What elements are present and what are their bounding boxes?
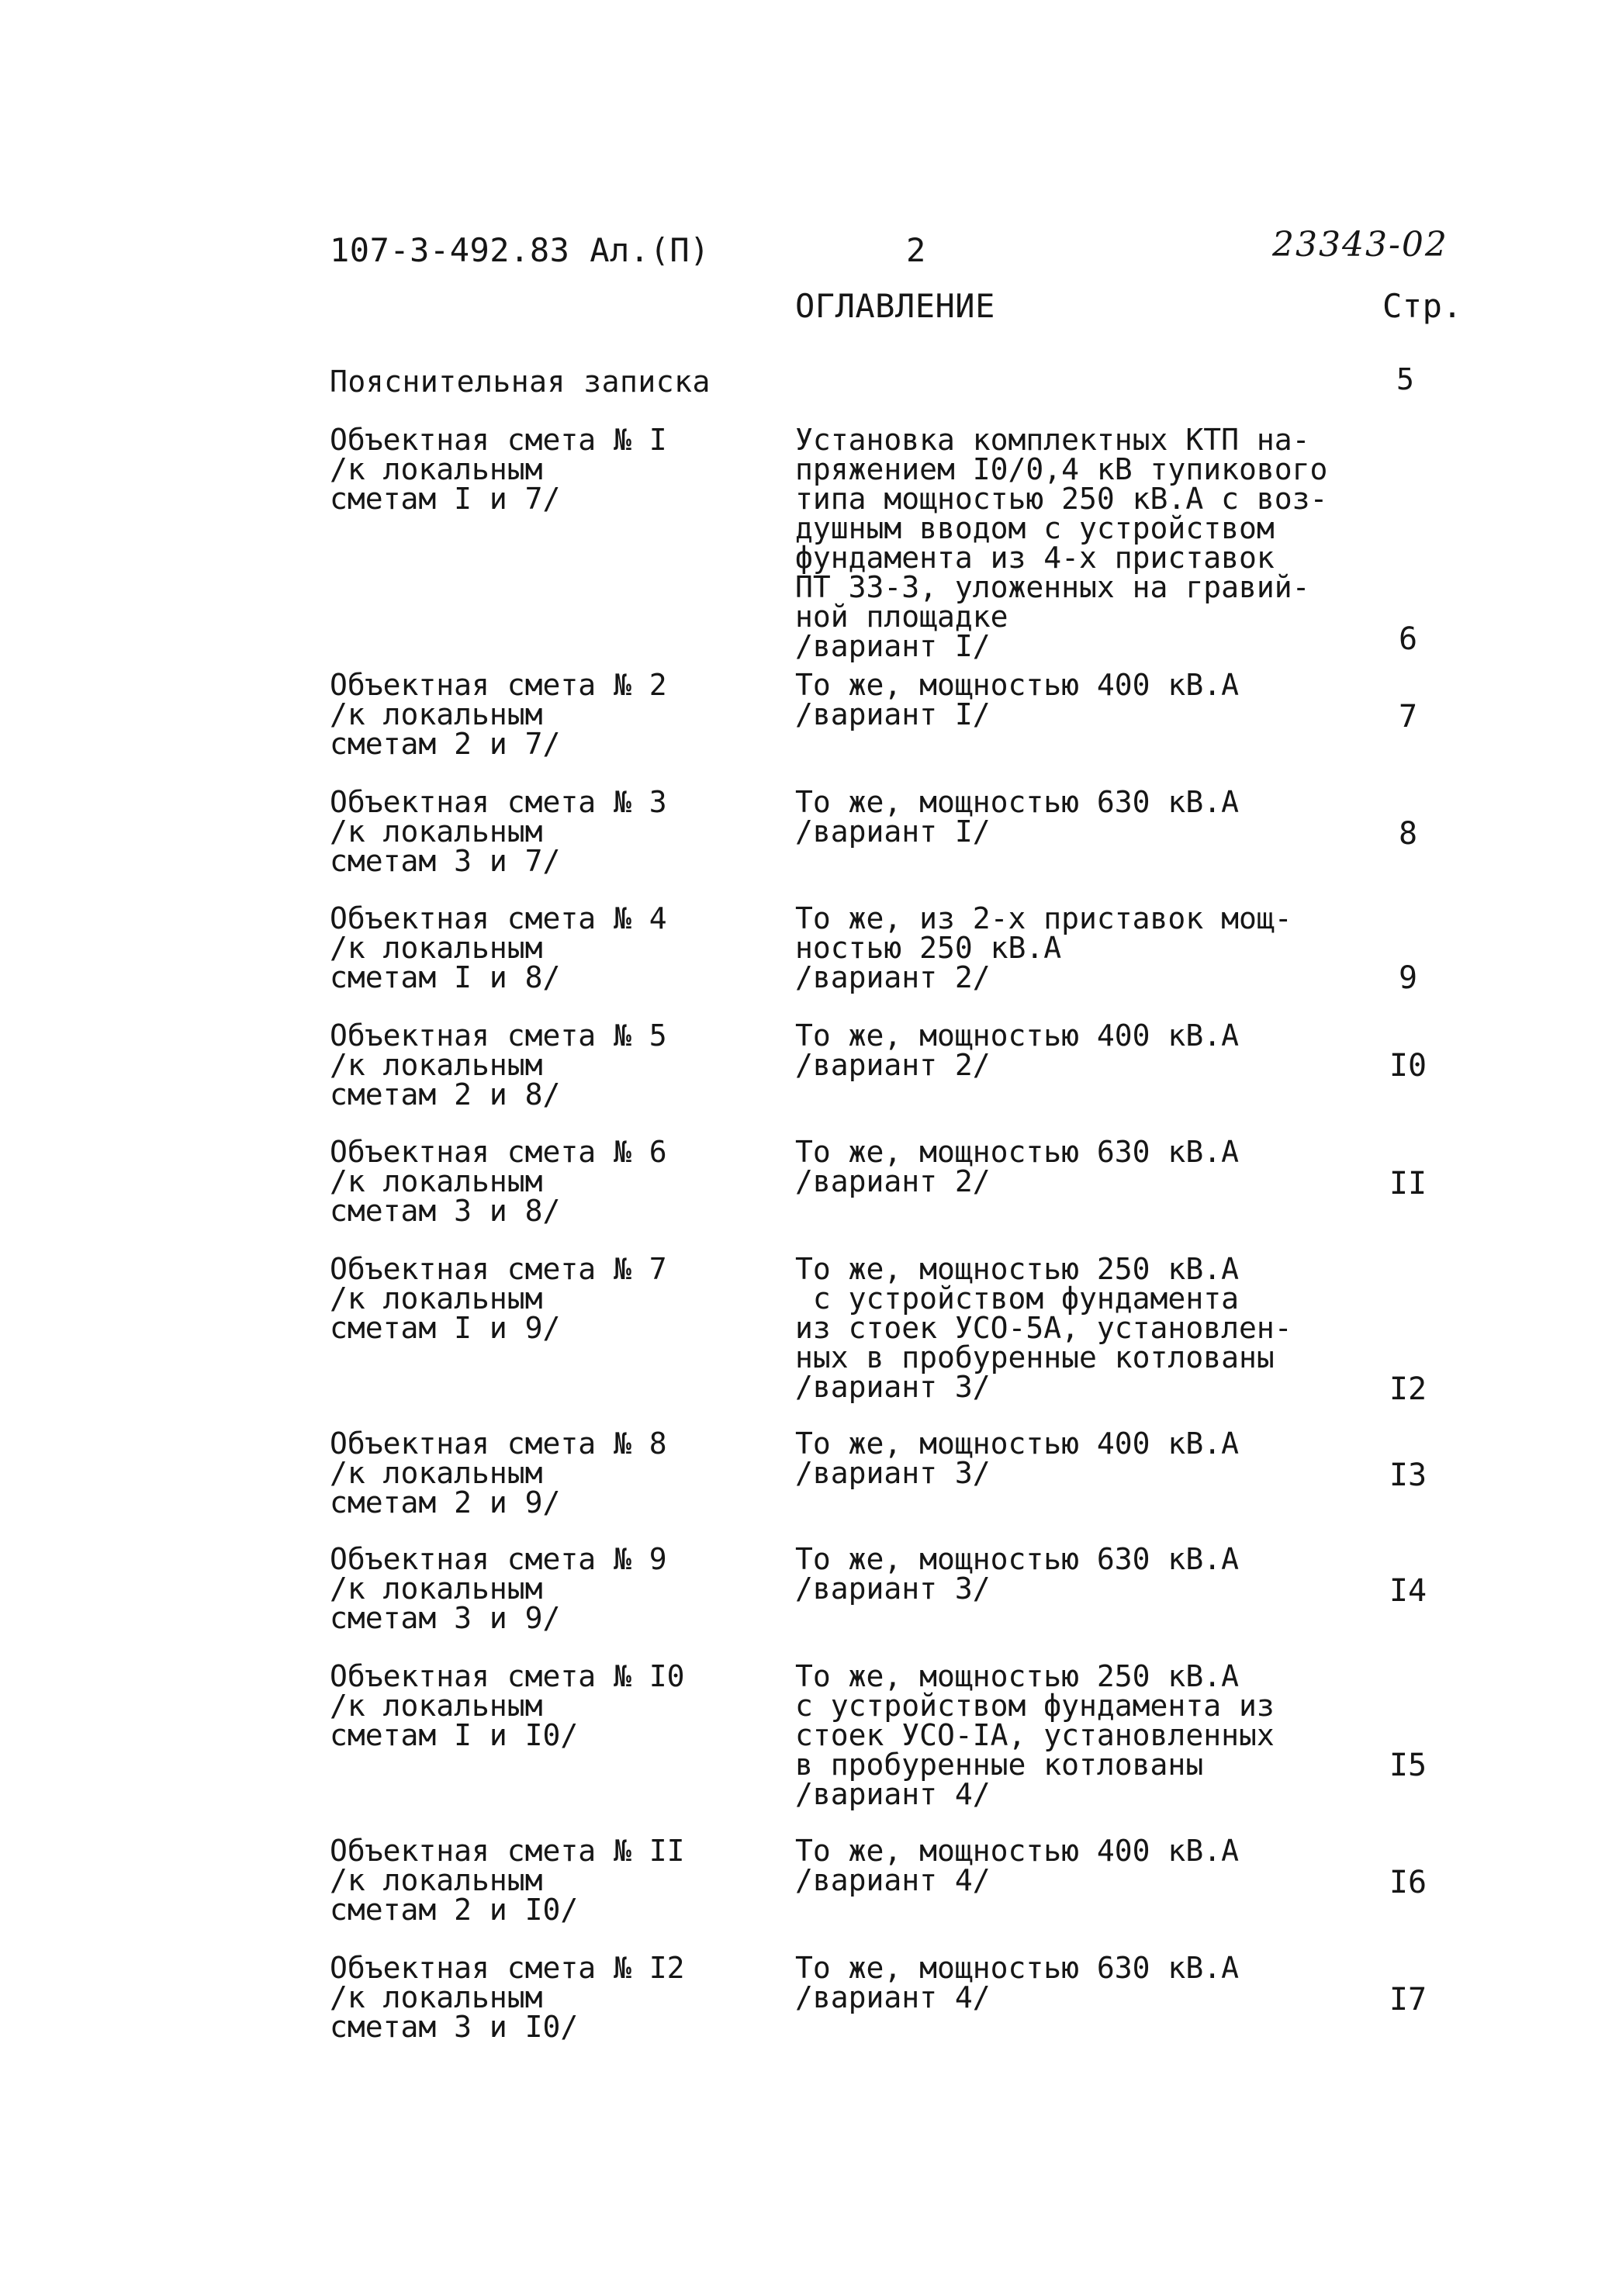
estimate-label: Объектная смета № 8 /к локальным сметам 2 и 9/ — [330, 1426, 667, 1520]
estimate-label: Объектная смета № 4 /к локальным сметам I и 8/ — [330, 901, 667, 994]
estimate-label: Объектная смета № 7 /к локальным сметам I и 9/ — [330, 1252, 667, 1345]
estimate-label: Объектная смета № 5 /к локальным сметам 2 и 8/ — [330, 1018, 667, 1112]
estimate-description: То же, мощностью 400 кВ.А /вариант 2/ — [795, 1018, 1239, 1082]
estimate-description: То же, мощностью 630 кВ.А /вариант 4/ — [795, 1951, 1239, 2014]
estimate-description: То же, мощностью 250 кВ.А с устройством фундамента из стоек УСО-5А, установлен- ных в пробуренные котлованы /вариант 3/ — [795, 1252, 1292, 1404]
estimate-page: I2 — [1389, 1371, 1427, 1407]
estimate-page: I5 — [1389, 1748, 1427, 1783]
estimate-label: Объектная смета № I /к локальным сметам I и 7/ — [330, 423, 667, 516]
intro-page: 5 — [1396, 362, 1415, 396]
estimate-label: Объектная смета № 2 /к локальным сметам 2 и 7/ — [330, 668, 667, 761]
estimate-page: I7 — [1389, 1982, 1427, 2018]
estimate-description: Установка комплектных КТП на- пряжением I0/0,4 кВ тупикового типа мощностью 250 кВ.А с воз- душным вводом с устройством фундамента из 4-х приставок ПТ 33-3, уложенных на гравий- ной площадке /вариант I/ — [795, 423, 1328, 663]
estimate-page: I6 — [1389, 1865, 1427, 1900]
estimate-label: Объектная смета № 3 /к локальным сметам 3 и 7/ — [330, 785, 667, 878]
estimate-description: То же, мощностью 400 кВ.А /вариант I/ — [795, 668, 1239, 731]
page-number: 2 — [906, 231, 926, 269]
estimate-description: То же, мощностью 630 кВ.А /вариант I/ — [795, 785, 1239, 849]
estimate-description: То же, мощностью 400 кВ.А /вариант 3/ — [795, 1426, 1239, 1490]
estimate-page: I3 — [1389, 1457, 1427, 1493]
estimate-page: I0 — [1389, 1048, 1427, 1084]
estimate-page: 8 — [1398, 816, 1418, 852]
document-code: 107-3-492.83 Ал.(П) — [330, 231, 710, 269]
inventory-stamp: 23343-02 — [1272, 225, 1448, 265]
estimate-description: То же, мощностью 630 кВ.А /вариант 2/ — [795, 1135, 1239, 1198]
estimate-description: То же, из 2-х приставок мощ- ностью 250 кВ.А /вариант 2/ — [795, 901, 1292, 994]
estimate-description: То же, мощностью 250 кВ.А с устройством фундамента из стоек УСО-IА, установленных в пробуренные котлованы /вариант 4/ — [795, 1659, 1275, 1811]
estimate-label: Объектная смета № II /к локальным сметам 2 и I0/ — [330, 1834, 685, 1927]
intro-label: Пояснительная записка — [330, 365, 711, 399]
estimate-description: То же, мощностью 400 кВ.А /вариант 4/ — [795, 1834, 1239, 1897]
estimate-label: Объектная смета № I0 /к локальным сметам I и I0/ — [330, 1659, 685, 1752]
estimate-description: То же, мощностью 630 кВ.А /вариант 3/ — [795, 1542, 1239, 1606]
estimate-label: Объектная смета № I2 /к локальным сметам 3 и I0/ — [330, 1951, 685, 2044]
estimate-label: Объектная смета № 9 /к локальным сметам 3 и 9/ — [330, 1542, 667, 1635]
toc-title: ОГЛАВЛЕНИЕ — [795, 287, 995, 325]
page-column-header: Стр. — [1382, 287, 1463, 325]
estimate-page: II — [1389, 1166, 1427, 1202]
estimate-page: 9 — [1398, 960, 1418, 996]
estimate-page: I4 — [1389, 1573, 1427, 1609]
estimate-page: 6 — [1398, 621, 1418, 657]
estimate-page: 7 — [1398, 699, 1418, 735]
estimate-label: Объектная смета № 6 /к локальным сметам 3 и 8/ — [330, 1135, 667, 1228]
